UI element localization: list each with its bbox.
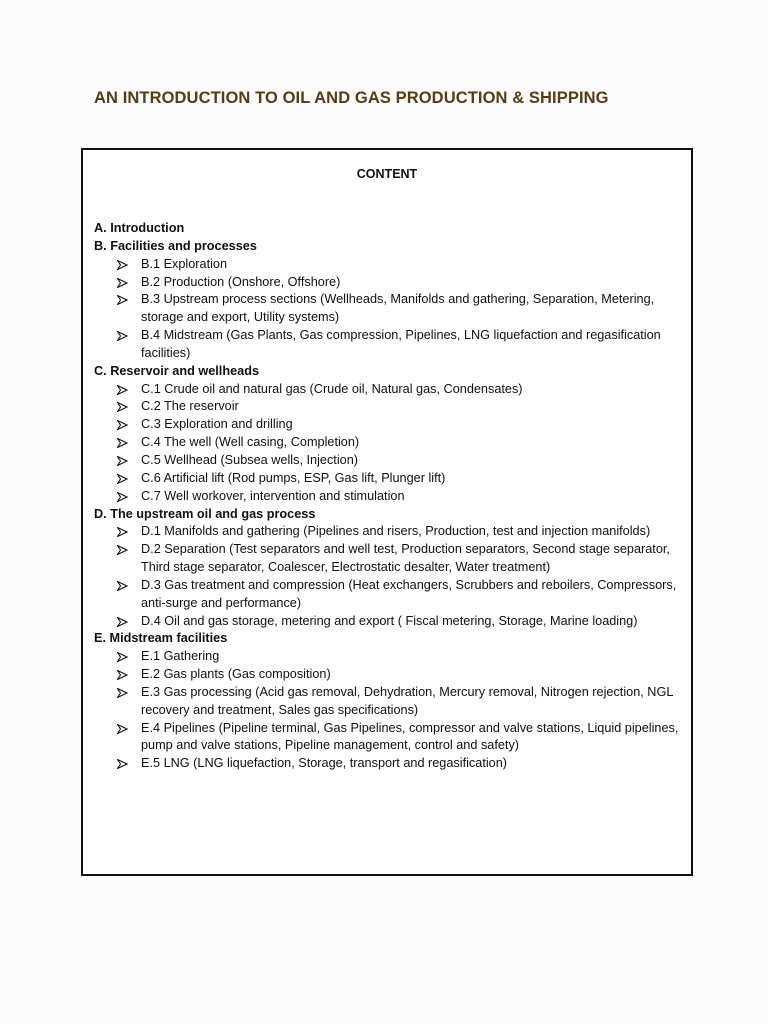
list-item-text: B.1 Exploration [141, 256, 228, 271]
section-heading: A. Introduction [94, 221, 185, 235]
list-item [94, 648, 679, 666]
list-item [94, 452, 679, 470]
arrow-bullet-icon [117, 613, 131, 627]
arrow-bullet-icon [117, 488, 131, 502]
arrow-bullet-icon [117, 381, 131, 395]
arrow-bullet-icon [117, 256, 131, 270]
arrow-bullet-icon [117, 416, 131, 430]
list-item-text: D.4 Oil and gas storage, metering and export ( Fiscal metering, Storage, Marine loading) [141, 613, 638, 628]
list-item-text: D.1 Manifolds and gathering (Pipelines and risers, Production, test and injection manifolds) [141, 524, 651, 539]
list-item-text: C.6 Artificial lift (Rod pumps, ESP, Gas lift, Plunger lift) [141, 470, 446, 485]
list-item-text: E.1 Gathering [141, 649, 220, 664]
list-item [94, 720, 679, 756]
arrow-bullet-icon [117, 648, 131, 662]
arrow-bullet-icon [117, 452, 131, 466]
arrow-bullet-icon [117, 666, 131, 680]
list-item [94, 416, 679, 434]
list-item [94, 666, 679, 684]
list-item-text: B.3 Upstream process sections (Wellheads, Manifolds and gathering, Separation, Metering, storage and export, Utility systems) [141, 292, 655, 325]
list-item [94, 434, 679, 452]
arrow-bullet-icon [117, 523, 131, 537]
list-item [94, 381, 679, 399]
list-item-text: C.2 The reservoir [141, 399, 239, 414]
list-item-text: B.2 Production (Onshore, Offshore) [141, 274, 341, 289]
list-item [94, 470, 679, 488]
section-heading: D. The upstream oil and gas process [94, 506, 316, 521]
list-item [94, 541, 679, 577]
list-item [94, 577, 679, 613]
arrow-bullet-icon [117, 274, 131, 288]
list-item [94, 613, 679, 631]
list-item [94, 327, 679, 363]
list-item [94, 398, 679, 416]
arrow-bullet-icon [117, 720, 131, 734]
list-item-text: C.4 The well (Well casing, Completion) [141, 435, 360, 450]
section-heading: B. Facilities and processes [94, 238, 257, 253]
section-heading: E. Midstream facilities [94, 631, 228, 646]
arrow-bullet-icon [117, 684, 131, 698]
list-item-text: C.3 Exploration and drilling [141, 417, 293, 432]
list-item [94, 523, 679, 541]
list-item-text: E.5 LNG (LNG liquefaction, Storage, transport and regasification) [141, 756, 508, 771]
list-item [94, 291, 679, 327]
list-item-text: C.1 Crude oil and natural gas (Crude oil, Natural gas, Condensates) [141, 381, 523, 396]
arrow-bullet-icon [117, 327, 131, 341]
list-item [94, 274, 679, 292]
list-item [94, 755, 679, 773]
document-title: AN INTRODUCTION TO OIL AND GAS PRODUCTION & SHIPPING [94, 89, 609, 107]
list-item-text: D.2 Separation (Test separators and well test, Production separators, Second stage separator, Third stage separator, Coalescer, Electrostatic desalter, Water treatment) [141, 542, 670, 575]
list-item [94, 684, 679, 720]
arrow-bullet-icon [117, 291, 131, 305]
arrow-bullet-icon [117, 434, 131, 448]
content-box [81, 148, 693, 876]
list-item-text: C.7 Well workover, intervention and stimulation [141, 488, 405, 503]
list-item-text: D.3 Gas treatment and compression (Heat exchangers, Scrubbers and reboilers, Compressors, anti-surge and performance) [141, 577, 677, 610]
arrow-bullet-icon [117, 541, 131, 555]
table-of-contents [94, 220, 679, 773]
arrow-bullet-icon [117, 398, 131, 412]
arrow-bullet-icon [117, 470, 131, 484]
list-item-text: E.4 Pipelines (Pipeline terminal, Gas Pipelines, compressor and valve stations, Liquid pipelines, pump and valve stations, Pipeline management, control and safety) [141, 720, 679, 753]
list-item-text: C.5 Wellhead (Subsea wells, Injection) [141, 452, 358, 467]
list-item-text: B.4 Midstream (Gas Plants, Gas compression, Pipelines, LNG liquefaction and regasification facilities) [141, 328, 661, 360]
arrow-bullet-icon [117, 755, 131, 769]
list-item-text: E.2 Gas plants (Gas composition) [141, 667, 331, 682]
content-heading: CONTENT [356, 167, 418, 181]
arrow-bullet-icon [117, 577, 131, 591]
list-item-text: E.3 Gas processing (Acid gas removal, Dehydration, Mercury removal, Nitrogen rejection, NGL recovery and treatment, Sales gas specifications) [141, 684, 673, 717]
list-item [94, 256, 679, 274]
section-heading: C. Reservoir and wellheads [94, 363, 259, 378]
list-item [94, 488, 679, 506]
